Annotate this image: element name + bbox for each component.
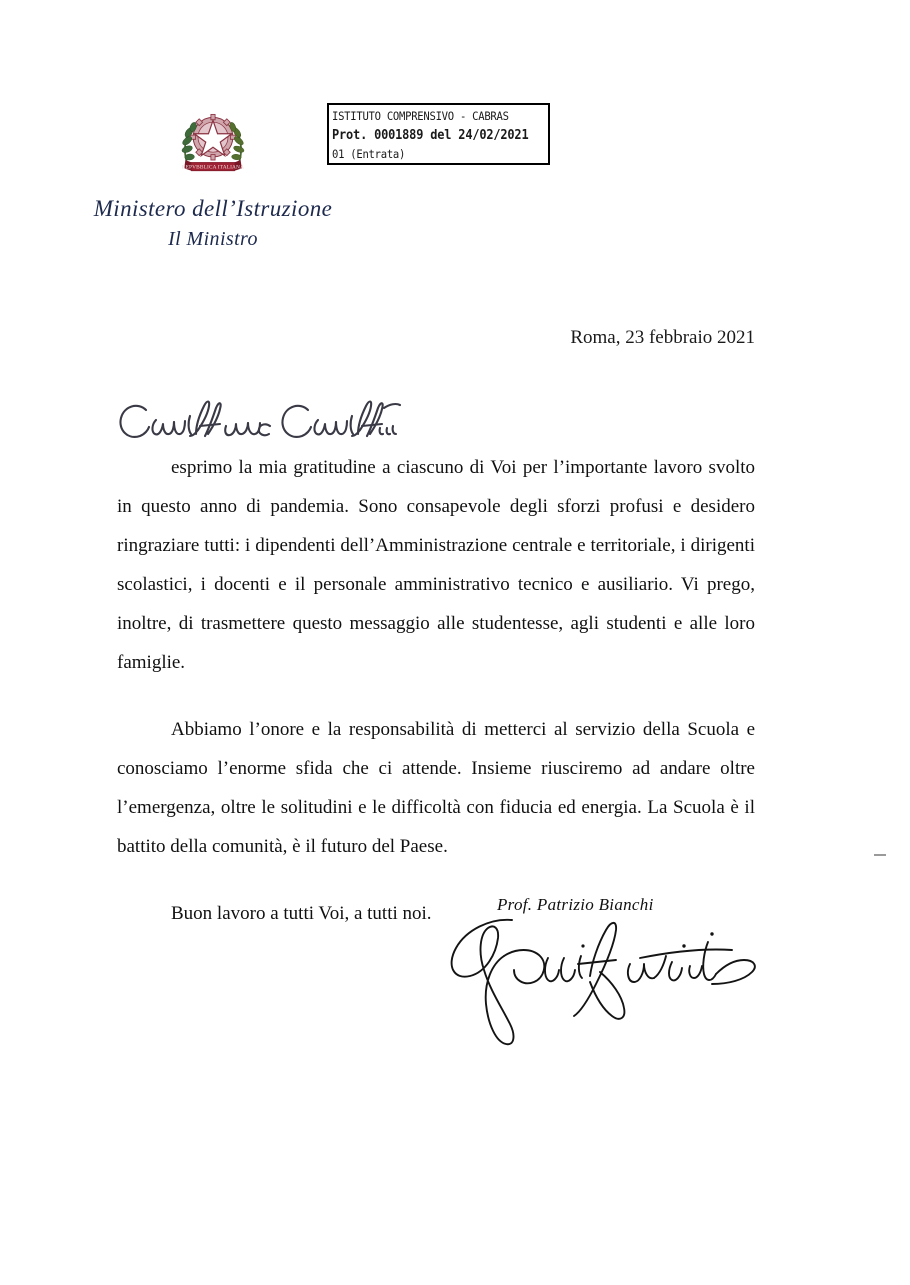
handwritten-salutation-icon [112, 396, 402, 448]
body-paragraph: Abbiamo l’onore e la responsabilità di metterci al servizio della Scuola e conosciamo l’enorme sfida che ci attende. Insieme riusciremo ad andare oltre l’emergenza, oltre le solitudini e le difficoltà con fiducia ed energia. La Scuola è il battito della comunità, è il futuro del Paese. [117, 719, 755, 857]
stamp-institution: ISTITUTO COMPRENSIVO - CABRAS [332, 109, 509, 123]
signature-name: Prof. Patrizio Bianchi [497, 895, 654, 914]
date-line: Roma, 23 febbraio 2021 [570, 327, 755, 348]
handwritten-salutation [112, 396, 402, 448]
body-paragraph: Buon lavoro a tutti Voi, a tutti noi. [171, 903, 432, 924]
italian-republic-emblem-icon [177, 100, 249, 184]
emblem-ribbon [182, 160, 244, 171]
protocol-stamp [327, 103, 550, 165]
emblem-container [88, 100, 338, 184]
stamp-register: 01 (Entrata) [332, 147, 406, 161]
handwritten-signature-icon [440, 912, 770, 1052]
ministry-name: Ministero dell’Istruzione [93, 196, 333, 221]
margin-artifact [874, 854, 886, 856]
body-paragraph: esprimo la mia gratitudine a ciascuno di Voi per l’importante lavoro svolto in questo anno di pandemia. Sono consapevole degli sforzi profusi e desidero ringraziare tutti: i dipendenti dell’Amministrazione centrale e territoriale, i dirigenti scolastici, i docenti e il personale amministrativo tecnico e ausiliario. Vi prego, inoltre, di trasmettere questo messaggio alle studentesse, agli studenti e alle loro famiglie. [117, 457, 755, 673]
stamp-protocol-number: Prot. 0001889 del 24/02/2021 [332, 128, 529, 143]
ministry-role: Il Ministro [168, 228, 258, 250]
handwritten-signature [440, 912, 770, 1052]
svg-text:REPVBBLICA ITALIANA: REPVBBLICA ITALIANA [181, 164, 245, 171]
letter-body [117, 448, 755, 933]
letterhead [88, 100, 338, 251]
